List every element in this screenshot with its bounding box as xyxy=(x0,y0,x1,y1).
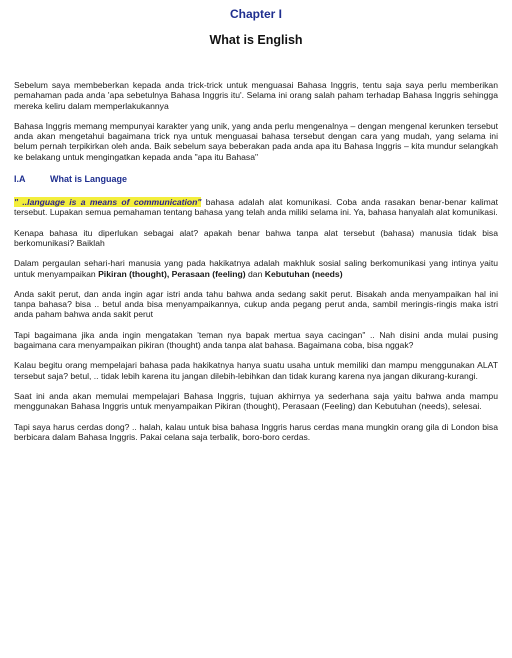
paragraph-social-communication xyxy=(14,258,498,279)
paragraph-text: Dalam pergaulan sehari-hari manusia yang pada hakikatnya adalah makhluk sosial saling berkomunikasi yang intinya yaitu untuk menyampaikan xyxy=(14,258,498,279)
paragraph-text: bahasa adalah alat komunikasi. Coba anda rasakan benar-benar kalimat tersebut. Lupakan semua pemahaman tentang bahasa yang telah anda miliki selama ini. Ya, bahasa hanyalah alat komunikasi. xyxy=(14,197,499,218)
section-number: I.A xyxy=(14,174,26,185)
page-title: What is English xyxy=(209,33,303,47)
paragraph-smart: Tapi saya harus cerdas dong? .. halah, kalau untuk bisa bahasa Inggris harus cerdas mana mungkin orang gila di London bisa berbicara dalam Bahasa Inggris. Pakai celana saja terbalik, boro-boro cerdas. xyxy=(14,421,498,442)
bold-term-thought-feeling: Pikiran (thought), Perasaan (feeling) xyxy=(98,268,246,279)
intro-paragraph-1: Sebelum saya membeberkan kepada anda trick-trick untuk menguasai Bahasa Inggris, tentu saja saya perlu memberikan pemahaman pada anda 'apa sebetulnya Bahasa Inggris itu'. Selama ini orang salah paham terhadap Bahasa Inggris sehingga mereka keliru dalam memperlakukannya xyxy=(14,80,498,111)
paragraph-goal: Saat ini anda akan memulai mempelajari Bahasa Inggris, tujuan akhirnya ya sederhana saja yaitu bahwa anda mampu menggunakan Bahasa Inggris untuk menyampaikan Pikiran (thought), Perasaan (Feeling) dan Kebutuhan (needs), selesai. xyxy=(14,390,498,412)
section-title: What is Language xyxy=(50,174,128,185)
paragraph-text: dan xyxy=(245,268,265,279)
paragraph-stomach-ache: Anda sakit perut, dan anda ingin agar istri anda tahu bahwa anda sedang sakit perut. Bisakah anda menyampaikan hal ini tanpa bahasa? bisa .. betul anda bisa menyampaikannya, cukup anda pegang perut anda, sambil meringis-ringis maka istri anda paham bahwa anda sakit perut xyxy=(14,288,498,320)
section-heading xyxy=(14,174,498,185)
paragraph-why-language: Kenapa bahasa itu diperlukan sebagai alat? apakah benar bahwa tanpa alat tersebut (bahasa) manusia tidak bisa berkomunikasi? Baiklah xyxy=(14,227,498,248)
paragraph-language-definition xyxy=(14,197,498,218)
chapter-heading: Chapter I xyxy=(229,7,282,21)
paragraph-thought-example: Tapi bagaimana jika anda ingin mengatakan 'teman nya bapak mertua saya cacingan" .. Nah disini anda mulai pusing bagaimana cara menyampaikan pikiran (thought) anda tanpa alat bahasa. Bagaimana coba, bisa nggak? xyxy=(14,329,498,351)
highlighted-quote: " ..language is a means of communication" xyxy=(14,197,202,208)
bold-term-needs: Kebutuhan (needs) xyxy=(264,268,343,279)
paragraph-learning-tool: Kalau begitu orang mempelajari bahasa pada hakikatnya hanya suatu usaha untuk memiliki dan mampu menggunakan ALAT tersebut saja? betul, .. tidak lebih karena itu jangan dilebih-lebihkan dan tidak kurang karena nya jangan dikurang-kurangi. xyxy=(14,360,498,381)
intro-paragraph-2: Bahasa Inggris memang mempunyai karakter yang unik, yang anda perlu mengenalnya – dengan mengenal kerunken tersebut anda akan mengetahui bagaimana trick nya untuk menguasai bahasa tersebut dengan cara yang mudah, yang selama ini belum pernah terpikirkan oleh anda. Baik sebelum saya beberakan pada anda apa itu Bahasa Inggris – kita mundur selangkah ke belakang untuk mengingatkan kepada anda "apa itu Bahasa" xyxy=(14,120,498,162)
